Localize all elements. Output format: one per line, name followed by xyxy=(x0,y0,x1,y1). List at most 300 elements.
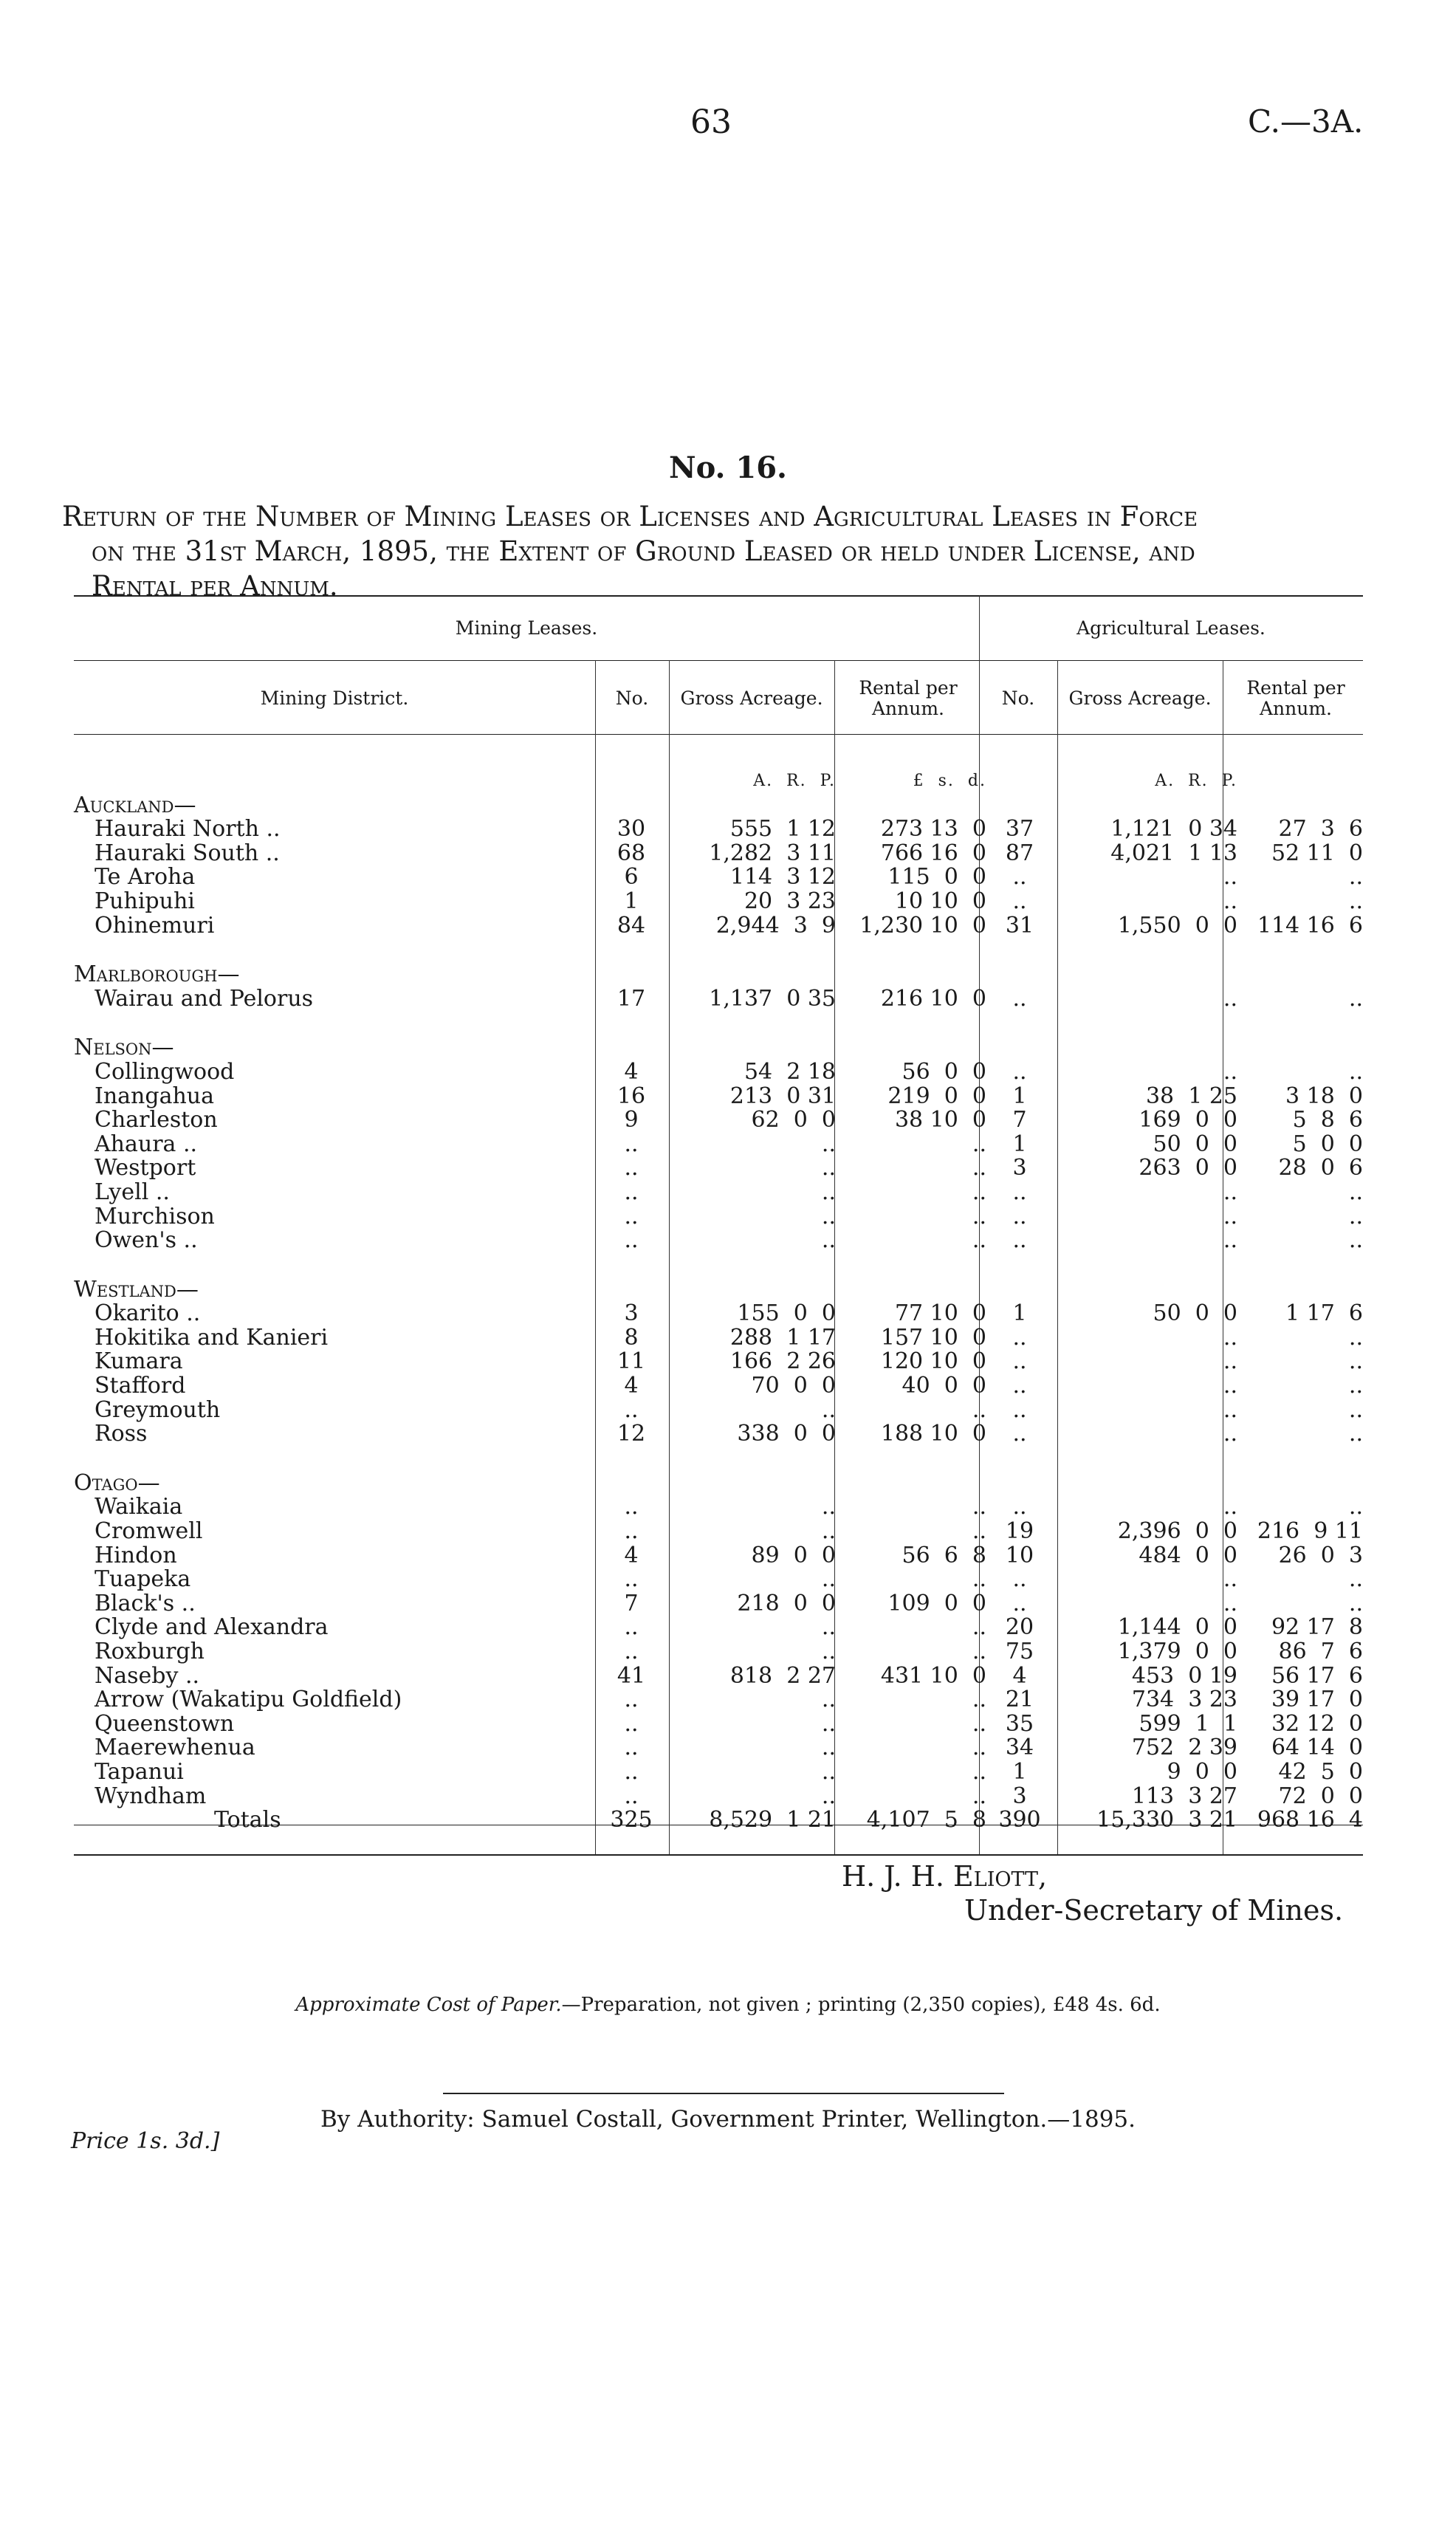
agricultural-gross-acreage: 734 3 23 xyxy=(1131,1687,1237,1713)
table-row xyxy=(74,1326,1363,1351)
district-name: Ross xyxy=(95,1421,148,1447)
mining-no-header: No. xyxy=(615,687,649,709)
mining-no: .. xyxy=(624,1710,639,1737)
district-name: Inangahua xyxy=(95,1083,214,1109)
region-name: Marlborough— xyxy=(74,961,240,988)
agricultural-no: 21 xyxy=(1005,1687,1034,1713)
column-header-rule xyxy=(74,734,1363,735)
agricultural-rental: 5 0 0 xyxy=(1292,1131,1363,1157)
mining-no: .. xyxy=(624,1203,639,1229)
table-row xyxy=(74,1592,1363,1616)
mining-gross-acreage: 213 0 31 xyxy=(729,1083,836,1109)
mining-gross-acreage: .. xyxy=(821,1179,836,1205)
district-name: Hauraki South .. xyxy=(95,840,280,866)
mining-gross-acreage: 20 3 23 xyxy=(744,888,836,914)
district-name: Queenstown xyxy=(95,1710,235,1737)
table-row xyxy=(74,842,1363,866)
mining-gross-acreage: 166 2 26 xyxy=(729,1348,836,1375)
agricultural-gross-acreage: 2,396 0 0 xyxy=(1117,1518,1237,1545)
mining-rental: .. xyxy=(972,1710,986,1737)
agricultural-gross-acreage: .. xyxy=(1223,1227,1237,1254)
mining-no: 325 xyxy=(610,1807,653,1834)
table-row xyxy=(74,1156,1363,1181)
table-row xyxy=(74,1229,1363,1253)
spacer-row xyxy=(74,1011,1363,1036)
mining-rental: .. xyxy=(972,1614,986,1641)
agricultural-gross-acreage: .. xyxy=(1223,1373,1237,1399)
agricultural-gross-acreage: 38 1 25 xyxy=(1145,1083,1237,1109)
agricultural-gross-acreage: .. xyxy=(1223,888,1237,914)
table-row xyxy=(74,1760,1363,1785)
spacer-row xyxy=(74,938,1363,963)
region-name: Auckland— xyxy=(74,792,196,818)
group-header-rule xyxy=(74,660,1363,661)
mining-no: .. xyxy=(624,1227,639,1254)
agricultural-no: .. xyxy=(1012,1373,1027,1399)
agricultural-no: .. xyxy=(1012,1566,1027,1593)
mining-no: .. xyxy=(624,1155,639,1181)
mining-gross-acreage: .. xyxy=(821,1639,836,1664)
mining-no: 1 xyxy=(624,888,639,914)
return-heading xyxy=(62,499,1369,603)
mining-no: 4 xyxy=(624,1058,639,1085)
district-name: Hokitika and Kanieri xyxy=(95,1324,329,1351)
mining-gross-acreage: 8,529 1 21 xyxy=(709,1807,836,1834)
agricultural-no: 35 xyxy=(1005,1710,1034,1737)
agricultural-leases-group-header: Agricultural Leases. xyxy=(1076,617,1266,639)
district-name: Clyde and Alexandra xyxy=(95,1614,329,1641)
mining-gross-acreage: 89 0 0 xyxy=(751,1542,836,1568)
agricultural-gross-acreage: 1,379 0 0 xyxy=(1117,1639,1237,1664)
agricultural-gross-acreage: 15,330 3 21 xyxy=(1096,1807,1237,1834)
mining-no: 9 xyxy=(624,1107,639,1133)
mining-rental: .. xyxy=(972,1639,986,1664)
price-note: Price 1s. 3d.] xyxy=(71,2128,220,2154)
agricultural-gross-acreage: .. xyxy=(1223,1203,1237,1229)
table-row xyxy=(74,1688,1363,1712)
district-name: Te Aroha xyxy=(95,864,196,891)
mining-rental: 10 10 0 xyxy=(894,888,986,914)
mining-rental: .. xyxy=(972,1735,986,1761)
district-name: Maerewhenua xyxy=(95,1735,255,1761)
totals-row xyxy=(74,1808,1363,1833)
agricultural-rental: .. xyxy=(1348,985,1363,1012)
mining-no: .. xyxy=(624,1131,639,1157)
mining-gross-acreage: 54 2 18 xyxy=(744,1058,836,1085)
mining-rental: .. xyxy=(972,1227,986,1254)
return-number-title: No. 16. xyxy=(669,450,787,485)
district-name: Puhipuhi xyxy=(95,888,195,914)
mining-rental: 120 10 0 xyxy=(880,1348,986,1375)
agricultural-rental: .. xyxy=(1348,1373,1363,1399)
agricultural-rental: .. xyxy=(1348,1494,1363,1520)
agricultural-no: .. xyxy=(1012,1058,1027,1085)
agricultural-rental: .. xyxy=(1348,864,1363,891)
mining-no: 16 xyxy=(617,1083,646,1109)
agricultural-no: 4 xyxy=(1012,1662,1027,1689)
agricultural-no: 1 xyxy=(1012,1758,1027,1785)
cost-of-paper-note xyxy=(0,1994,1456,2016)
agricultural-gross-acreage: .. xyxy=(1223,1396,1237,1423)
mining-gross-acreage: 114 3 12 xyxy=(729,864,836,891)
table-row xyxy=(74,1544,1363,1568)
mining-gross-acreage: 288 1 17 xyxy=(729,1324,836,1351)
table-row xyxy=(74,914,1363,939)
mining-no: 68 xyxy=(617,840,646,866)
agricultural-no: 34 xyxy=(1005,1735,1034,1761)
agricultural-gross-acreage: .. xyxy=(1223,1179,1237,1205)
district-name: Murchison xyxy=(95,1203,215,1229)
agricultural-rental: 28 0 6 xyxy=(1278,1155,1363,1181)
agricultural-gross-acreage: .. xyxy=(1223,1348,1237,1375)
mining-rental: .. xyxy=(972,1179,986,1205)
table-row xyxy=(74,1302,1363,1326)
agricultural-gross-acreage: 1,550 0 0 xyxy=(1117,912,1237,939)
table-row xyxy=(74,1133,1363,1157)
mining-rental: 109 0 0 xyxy=(887,1590,986,1616)
district-name: Wyndham xyxy=(95,1783,207,1809)
agricultural-gross-acreage: 484 0 0 xyxy=(1139,1542,1237,1568)
agricultural-rental: .. xyxy=(1348,1396,1363,1423)
mining-rental: .. xyxy=(972,1783,986,1809)
agricultural-no: 1 xyxy=(1012,1083,1027,1109)
region-name: Nelson— xyxy=(74,1035,174,1061)
table-row xyxy=(74,1640,1363,1664)
mining-no: .. xyxy=(624,1494,639,1520)
units-rental: £ s. d. xyxy=(913,772,986,790)
agricultural-no: .. xyxy=(1012,1396,1027,1423)
mining-no: .. xyxy=(624,1566,639,1593)
agricultural-no: 10 xyxy=(1005,1542,1034,1568)
signatory-role: Under-Secretary of Mines. xyxy=(964,1894,1344,1927)
table-row xyxy=(74,1520,1363,1544)
mining-no: 12 xyxy=(617,1421,646,1447)
mining-rental-header: Rental per Annum. xyxy=(859,677,958,719)
signatory-name: H. J. H. Eliott, xyxy=(842,1860,1048,1893)
table-row xyxy=(74,987,1363,1012)
agricultural-rental: 56 17 6 xyxy=(1271,1662,1363,1689)
agricultural-no: .. xyxy=(1012,1494,1027,1520)
agricultural-rental: .. xyxy=(1348,1324,1363,1351)
district-name: Tapanui xyxy=(95,1758,184,1785)
agricultural-rental: 5 8 6 xyxy=(1292,1107,1363,1133)
district-name: Greymouth xyxy=(95,1396,221,1423)
table-row xyxy=(74,1422,1363,1447)
agricultural-rental: .. xyxy=(1348,1566,1363,1593)
table-bottom-rule xyxy=(74,1854,1363,1856)
table-body xyxy=(74,769,1363,1833)
mining-gross-acreage: 62 0 0 xyxy=(751,1107,836,1133)
table-row xyxy=(74,1060,1363,1085)
units-row xyxy=(74,769,1363,794)
mining-rental: 431 10 0 xyxy=(880,1662,986,1689)
mining-rental: 219 0 0 xyxy=(887,1083,986,1109)
mining-rental: .. xyxy=(972,1687,986,1713)
mining-rental: 216 10 0 xyxy=(880,985,986,1012)
agricultural-no: .. xyxy=(1012,1421,1027,1447)
agricultural-rental: 32 12 0 xyxy=(1271,1710,1363,1737)
agricultural-rental: .. xyxy=(1348,1058,1363,1085)
mining-no: .. xyxy=(624,1614,639,1641)
printer-authority: By Authority: Samuel Costall, Government Printer, Wellington.—1895. xyxy=(320,2106,1136,2133)
agricultural-rental: 27 3 6 xyxy=(1278,816,1363,843)
mining-gross-acreage: 218 0 0 xyxy=(737,1590,836,1616)
table-row xyxy=(74,1495,1363,1520)
agricultural-rental: 26 0 3 xyxy=(1278,1542,1363,1568)
table-row xyxy=(74,1374,1363,1399)
mining-no: .. xyxy=(624,1639,639,1664)
mining-no: 4 xyxy=(624,1373,639,1399)
mining-rental: 56 0 0 xyxy=(902,1058,986,1085)
mining-gross-acreage: .. xyxy=(821,1710,836,1737)
mining-gross-acreage: .. xyxy=(821,1518,836,1545)
agricultural-rental: .. xyxy=(1348,1590,1363,1616)
agricultural-no: 3 xyxy=(1012,1155,1027,1181)
spacer-row xyxy=(74,1253,1363,1278)
agricultural-gross-acreage: 50 0 0 xyxy=(1153,1131,1237,1157)
agricultural-rental: .. xyxy=(1348,1203,1363,1229)
mining-gross-acreage: .. xyxy=(821,1155,836,1181)
mining-rental: 56 6 8 xyxy=(902,1542,986,1568)
agricultural-no: .. xyxy=(1012,864,1027,891)
table-top-rule xyxy=(74,595,1363,597)
district-name: Black's .. xyxy=(95,1590,196,1616)
mining-gross-acreage: 2,944 3 9 xyxy=(715,912,836,939)
agricultural-rental: .. xyxy=(1348,1421,1363,1447)
agricultural-rental: 52 11 0 xyxy=(1271,840,1363,866)
heading-line-1: Return of the Number of Mining Leases or Licenses and Agricultural Leases in Force xyxy=(62,501,1198,532)
mining-no: 17 xyxy=(617,985,646,1012)
district-name: Okarito .. xyxy=(95,1300,201,1327)
agricultural-rental: 72 0 0 xyxy=(1278,1783,1363,1809)
mining-gross-acreage: 555 1 12 xyxy=(729,816,836,843)
agricultural-no: 3 xyxy=(1012,1783,1027,1809)
table-row xyxy=(74,1712,1363,1737)
mining-rental: 115 0 0 xyxy=(887,864,986,891)
agricultural-gross-acreage: 9 0 0 xyxy=(1167,1758,1237,1785)
district-name: Stafford xyxy=(95,1373,186,1399)
mining-no: 3 xyxy=(624,1300,639,1327)
agricultural-gross-acreage: .. xyxy=(1223,1494,1237,1520)
mining-no: .. xyxy=(624,1179,639,1205)
agricultural-no: 1 xyxy=(1012,1300,1027,1327)
leases-table xyxy=(74,595,1363,1855)
agricultural-no: 31 xyxy=(1005,912,1034,939)
mining-gross-acreage: .. xyxy=(821,1614,836,1641)
agricultural-gross-acreage: 169 0 0 xyxy=(1139,1107,1237,1133)
agricultural-no: 1 xyxy=(1012,1131,1027,1157)
mining-rental: 4,107 5 8 xyxy=(866,1807,986,1834)
mining-no: 4 xyxy=(624,1542,639,1568)
agricultural-rental: 92 17 8 xyxy=(1271,1614,1363,1641)
mining-gross-acreage-header: Gross Acreage. xyxy=(680,687,823,709)
agricultural-gross-acreage: .. xyxy=(1223,1421,1237,1447)
mining-rental: 38 10 0 xyxy=(894,1107,986,1133)
mining-rental: 77 10 0 xyxy=(894,1300,986,1327)
agricultural-no: .. xyxy=(1012,1203,1027,1229)
agricultural-no: .. xyxy=(1012,1590,1027,1616)
district-name: Totals xyxy=(214,1807,281,1834)
district-name: Lyell .. xyxy=(95,1179,170,1205)
agricultural-no: .. xyxy=(1012,1324,1027,1351)
district-name: Charleston xyxy=(95,1107,218,1133)
mining-rental: 188 10 0 xyxy=(880,1421,986,1447)
table-row xyxy=(74,817,1363,842)
agricultural-no: 75 xyxy=(1005,1639,1034,1664)
signature-block xyxy=(842,1859,1343,1927)
mining-gross-acreage: .. xyxy=(821,1687,836,1713)
agricultural-rental: 39 17 0 xyxy=(1271,1687,1363,1713)
mining-no: .. xyxy=(624,1758,639,1785)
agricultural-rental: 42 5 0 xyxy=(1278,1758,1363,1785)
agricultural-rental: 3 18 0 xyxy=(1285,1083,1363,1109)
agricultural-rental: 86 7 6 xyxy=(1278,1639,1363,1664)
mining-rental: .. xyxy=(972,1396,986,1423)
agricultural-gross-acreage: .. xyxy=(1223,1566,1237,1593)
mining-gross-acreage: 338 0 0 xyxy=(737,1421,836,1447)
agricultural-no: 87 xyxy=(1005,840,1034,866)
agricultural-gross-acreage-header: Gross Acreage. xyxy=(1068,687,1212,709)
mining-gross-acreage: .. xyxy=(821,1131,836,1157)
district-name: Cromwell xyxy=(95,1518,203,1545)
mining-no: 11 xyxy=(617,1348,646,1375)
mining-no: 41 xyxy=(617,1662,646,1689)
district-name: Owen's .. xyxy=(95,1227,198,1254)
agricultural-gross-acreage: 1,121 0 34 xyxy=(1110,816,1237,843)
table-row xyxy=(74,1205,1363,1229)
agricultural-no: 37 xyxy=(1005,816,1034,843)
mining-gross-acreage: .. xyxy=(821,1566,836,1593)
region-name: Westland— xyxy=(74,1276,199,1303)
mining-gross-acreage: .. xyxy=(821,1203,836,1229)
agricultural-rental: .. xyxy=(1348,1179,1363,1205)
mining-no: .. xyxy=(624,1783,639,1809)
mining-rental: 157 10 0 xyxy=(880,1324,986,1351)
table-row xyxy=(74,1736,1363,1760)
units-acreage: A. R. P. xyxy=(753,772,836,790)
footer-separator xyxy=(443,2093,1004,2094)
agricultural-gross-acreage: 599 1 1 xyxy=(1139,1710,1237,1737)
agricultural-rental: 64 14 0 xyxy=(1271,1735,1363,1761)
agricultural-gross-acreage: .. xyxy=(1223,864,1237,891)
mining-rental: 273 13 0 xyxy=(880,816,986,843)
mining-rental: .. xyxy=(972,1131,986,1157)
table-row xyxy=(74,1568,1363,1592)
mining-leases-group-header: Mining Leases. xyxy=(455,617,598,639)
region-row xyxy=(74,1036,1363,1060)
agricultural-rental: 1 17 6 xyxy=(1285,1300,1363,1327)
district-name: Roxburgh xyxy=(95,1639,205,1664)
district-name: Wairau and Pelorus xyxy=(95,985,314,1012)
agricultural-gross-acreage: 263 0 0 xyxy=(1139,1155,1237,1181)
agricultural-no: 7 xyxy=(1012,1107,1027,1133)
region-row xyxy=(74,1278,1363,1303)
document-reference: C.—3A. xyxy=(1248,103,1364,140)
mining-no: 7 xyxy=(624,1590,639,1616)
agricultural-gross-acreage: .. xyxy=(1223,1590,1237,1616)
mining-no: 6 xyxy=(624,864,639,891)
agricultural-gross-acreage: 752 2 39 xyxy=(1131,1735,1237,1761)
district-name: Hindon xyxy=(95,1542,177,1568)
agricultural-gross-acreage: .. xyxy=(1223,1324,1237,1351)
table-row xyxy=(74,1785,1363,1809)
mining-gross-acreage: .. xyxy=(821,1396,836,1423)
agricultural-no: .. xyxy=(1012,1348,1027,1375)
agricultural-no: 390 xyxy=(998,1807,1041,1834)
table-row xyxy=(74,1085,1363,1109)
mining-gross-acreage: 818 2 27 xyxy=(729,1662,836,1689)
mining-gross-acreage: .. xyxy=(821,1758,836,1785)
table-row xyxy=(74,1616,1363,1640)
agricultural-no: .. xyxy=(1012,1179,1027,1205)
region-row xyxy=(74,794,1363,818)
mining-no: 30 xyxy=(617,816,646,843)
agricultural-rental: 968 16 4 xyxy=(1257,1807,1363,1834)
cost-text: —Preparation, not given ; printing (2,350 copies), £48 4s. 6d. xyxy=(561,1994,1161,2016)
mining-rental: .. xyxy=(972,1566,986,1593)
district-name: Ohinemuri xyxy=(95,912,215,939)
cost-label: Approximate Cost of Paper. xyxy=(295,1994,562,2016)
agricultural-no: .. xyxy=(1012,1227,1027,1254)
mining-rental: .. xyxy=(972,1758,986,1785)
mining-rental: 1,230 10 0 xyxy=(859,912,986,939)
agricultural-gross-acreage: .. xyxy=(1223,985,1237,1012)
agricultural-gross-acreage: 50 0 0 xyxy=(1153,1300,1237,1327)
district-name: Ahaura .. xyxy=(95,1131,198,1157)
agricultural-gross-acreage: 4,021 1 13 xyxy=(1110,840,1237,866)
agricultural-no: 20 xyxy=(1005,1614,1034,1641)
mining-gross-acreage: .. xyxy=(821,1494,836,1520)
district-name: Arrow (Wakatipu Goldfield) xyxy=(95,1687,402,1713)
mining-rental: .. xyxy=(972,1203,986,1229)
agricultural-rental: 216 9 11 xyxy=(1257,1518,1363,1545)
agricultural-no-header: No. xyxy=(1001,687,1035,709)
mining-gross-acreage: 155 0 0 xyxy=(737,1300,836,1327)
district-name: Kumara xyxy=(95,1348,183,1375)
mining-no: .. xyxy=(624,1396,639,1423)
spacer-row xyxy=(74,1447,1363,1472)
district-name: Waikaia xyxy=(95,1494,183,1520)
mining-gross-acreage: 1,137 0 35 xyxy=(709,985,836,1012)
agricultural-no: .. xyxy=(1012,888,1027,914)
agricultural-gross-acreage: 113 3 27 xyxy=(1131,1783,1237,1809)
district-name: Naseby .. xyxy=(95,1662,200,1689)
mining-no: .. xyxy=(624,1687,639,1713)
region-name: Otago— xyxy=(74,1469,160,1496)
page-number: 63 xyxy=(690,103,732,141)
agricultural-rental: .. xyxy=(1348,888,1363,914)
mining-no: 84 xyxy=(617,912,646,939)
units-acreage-ag: A. R. P. xyxy=(1155,772,1237,790)
agricultural-gross-acreage: 453 0 19 xyxy=(1131,1662,1237,1689)
table-row xyxy=(74,1396,1363,1423)
mining-rental: 766 16 0 xyxy=(880,840,986,866)
mining-rental: 40 0 0 xyxy=(902,1373,986,1399)
agricultural-rental: .. xyxy=(1348,1348,1363,1375)
mining-gross-acreage: .. xyxy=(821,1783,836,1809)
agricultural-rental: 114 16 6 xyxy=(1257,912,1363,939)
mining-no: .. xyxy=(624,1735,639,1761)
agricultural-gross-acreage: 1,144 0 0 xyxy=(1117,1614,1237,1641)
mining-no: 8 xyxy=(624,1324,639,1351)
region-row xyxy=(74,963,1363,987)
table-row xyxy=(74,1350,1363,1374)
district-name: Hauraki North .. xyxy=(95,816,281,843)
agricultural-rental-header: Rental per Annum. xyxy=(1246,677,1345,719)
table-row xyxy=(74,1664,1363,1689)
mining-gross-acreage: .. xyxy=(821,1227,836,1254)
table-row xyxy=(74,1181,1363,1205)
